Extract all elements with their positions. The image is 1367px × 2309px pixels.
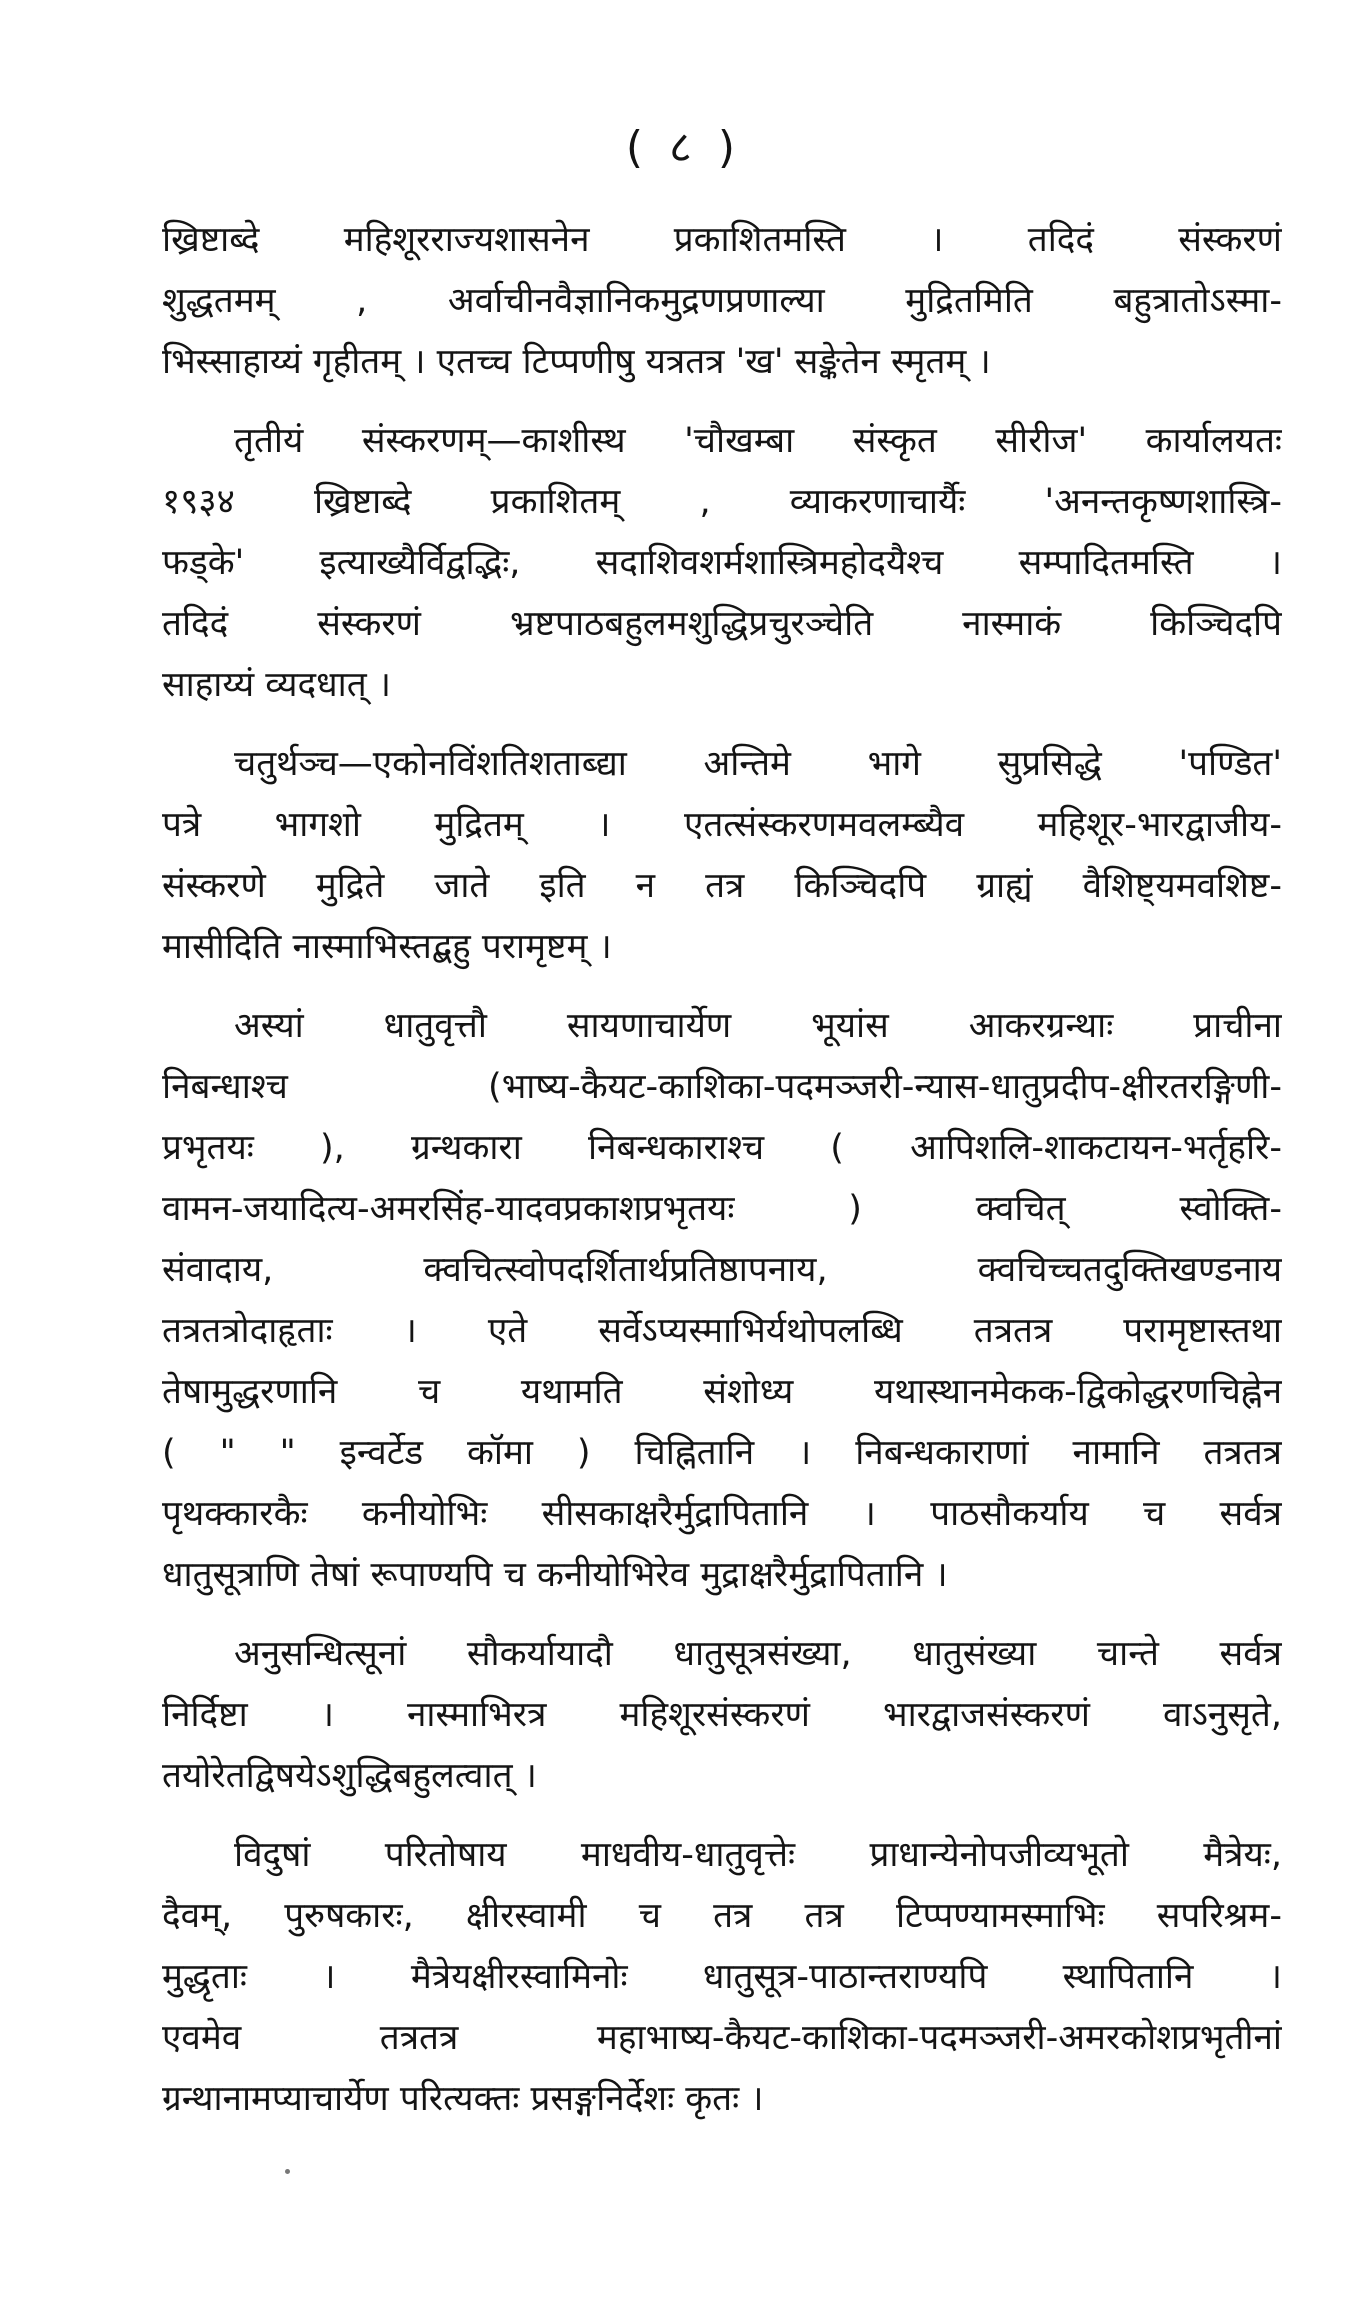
text-line: तदिदं संस्करणं भ्रष्टपाठबहुलमशुद्धिप्रचुरञ्चेति नास्माकं किञ्चिदपि [162, 604, 1282, 644]
text-line: ख्रिष्टाब्दे महिशूरराज्यशासनेन प्रकाशितमस्ति । तदिदं संस्करणं [162, 220, 1282, 260]
text-line: संवादाय, क्वचित्स्वोपदर्शितार्थप्रतिष्ठापनाय, क्वचिच्चतदुक्तिखण्डनाय [162, 1250, 1282, 1290]
text-line: निबन्धाश्च (भाष्य-कैयट-काशिका-पदमञ्जरी-न्यास-धातुप्रदीप-क्षीरतरङ्गिणी- [162, 1067, 1282, 1107]
text-line: पृथक्कारकैः कनीयोभिः सीसकाक्षरैर्मुद्रापितानि । पाठसौकर्याय च सर्वत्र [162, 1494, 1282, 1534]
text-line: प्रभृतयः ), ग्रन्थकारा निबन्धकाराश्च ( आपिशलि-शाकटायन-भर्तृहरि- [162, 1128, 1282, 1168]
paragraph-1 [162, 210, 1282, 393]
text-line: साहाय्यं व्यदधात् । [162, 665, 392, 705]
text-line: संस्करणे मुद्रिते जाते इति न तत्र किञ्चिदपि ग्राह्यं वैशिष्ट्यमवशिष्ट- [162, 866, 1282, 906]
text-line: धातुसूत्राणि तेषां रूपाण्यपि च कनीयोभिरेव मुद्राक्षरैर्मुद्रापितानि । [162, 1555, 948, 1595]
text-line: ग्रन्थानामप्याचार्येण परित्यक्तः प्रसङ्गनिर्देशः कृतः । [162, 2079, 764, 2119]
text-line: निर्दिष्टा । नास्माभिरत्र महिशूरसंस्करणं भारद्वाजसंस्करणं वाऽनुसृते, [162, 1695, 1282, 1735]
paragraph-4 [162, 996, 1282, 1606]
paragraph-3 [162, 734, 1282, 978]
text-line: तेषामुद्धरणानि च यथामति संशोध्य यथास्थानमेकक-द्विकोद्धरणचिह्नेन [162, 1372, 1282, 1412]
text-line: तत्रतत्रोदाहृताः । एते सर्वेऽप्यस्माभिर्यथोपलब्धि तत्रतत्र परामृष्टास्तथा [162, 1311, 1282, 1351]
text-line: एवमेव तत्रतत्र महाभाष्य-कैयट-काशिका-पदमञ्जरी-अमरकोशप्रभृतीनां [162, 2018, 1282, 2058]
text-line: भिस्साहाय्यं गृहीतम् । एतच्च टिप्पणीषु यत्रतत्र 'ख' सङ्केतेन स्मृतम् । [162, 342, 991, 382]
text-line: फड्के' इत्याख्यैर्विद्वद्भिः, सदाशिवशर्मशास्त्रिमहोदयैश्च सम्पादितमस्ति । [162, 543, 1282, 583]
text-line: अस्यां धातुवृत्तौ सायणाचार्येण भूयांस आकरग्रन्थाः प्राचीना [234, 1006, 1282, 1046]
text-line: तयोरेतद्विषयेऽशुद्धिबहुलत्वात् । [162, 1756, 537, 1796]
text-line: पत्रे भागशो मुद्रितम् । एतत्संस्करणमवलम्ब्यैव महिशूर-भारद्वाजीय- [162, 805, 1282, 845]
text-line: दैवम्, पुरुषकारः, क्षीरस्वामी च तत्र तत्र टिप्पण्यामस्माभिः सपरिश्रम- [162, 1896, 1282, 1936]
body-text [162, 210, 1282, 2130]
text-line: शुद्धतमम् , अर्वाचीनवैज्ञानिकमुद्रणप्रणाल्या मुद्रितमिति बहुत्रातोऽस्मा- [162, 281, 1282, 321]
paragraph-6 [162, 1825, 1282, 2130]
text-line: ( " " इन्वर्टेड कॉमा ) चिह्नितानि । निबन्धकाराणां नामानि तत्रतत्र [162, 1433, 1282, 1473]
text-line: तृतीयं संस्करणम्—काशीस्थ 'चौखम्बा संस्कृत सीरीज' कार्यालयतः [234, 421, 1282, 461]
text-line: विदुषां परितोषाय माधवीय-धातुवृत्तेः प्राधान्येनोपजीव्यभूतो मैत्रेयः, [234, 1835, 1282, 1875]
text-line: मुद्धृताः । मैत्रेयक्षीरस्वामिनोः धातुसूत्र-पाठान्तराण्यपि स्थापितानि । [162, 1957, 1282, 1997]
paragraph-2 [162, 411, 1282, 716]
text-line: अनुसन्धित्सूनां सौकर्यायादौ धातुसूत्रसंख्या, धातुसंख्या चान्ते सर्वत्र [234, 1634, 1282, 1674]
text-line: वामन-जयादित्य-अमरसिंह-यादवप्रकाशप्रभृतयः ) क्वचित् स्वोक्ति- [162, 1189, 1282, 1229]
print-speck [285, 2169, 290, 2174]
text-line: १९३४ ख्रिष्टाब्दे प्रकाशितम् , व्याकरणाचार्यैः 'अनन्तकृष्णशास्त्रि- [162, 482, 1282, 522]
paragraph-5 [162, 1624, 1282, 1807]
text-line: मासीदिति नास्माभिस्तद्बहु परामृष्टम् । [162, 927, 612, 967]
page-number: ( ८ ) [625, 122, 742, 173]
text-line: चतुर्थञ्च—एकोनविंशतिशताब्द्या अन्तिमे भागे सुप्रसिद्धे 'पण्डित' [234, 744, 1282, 784]
